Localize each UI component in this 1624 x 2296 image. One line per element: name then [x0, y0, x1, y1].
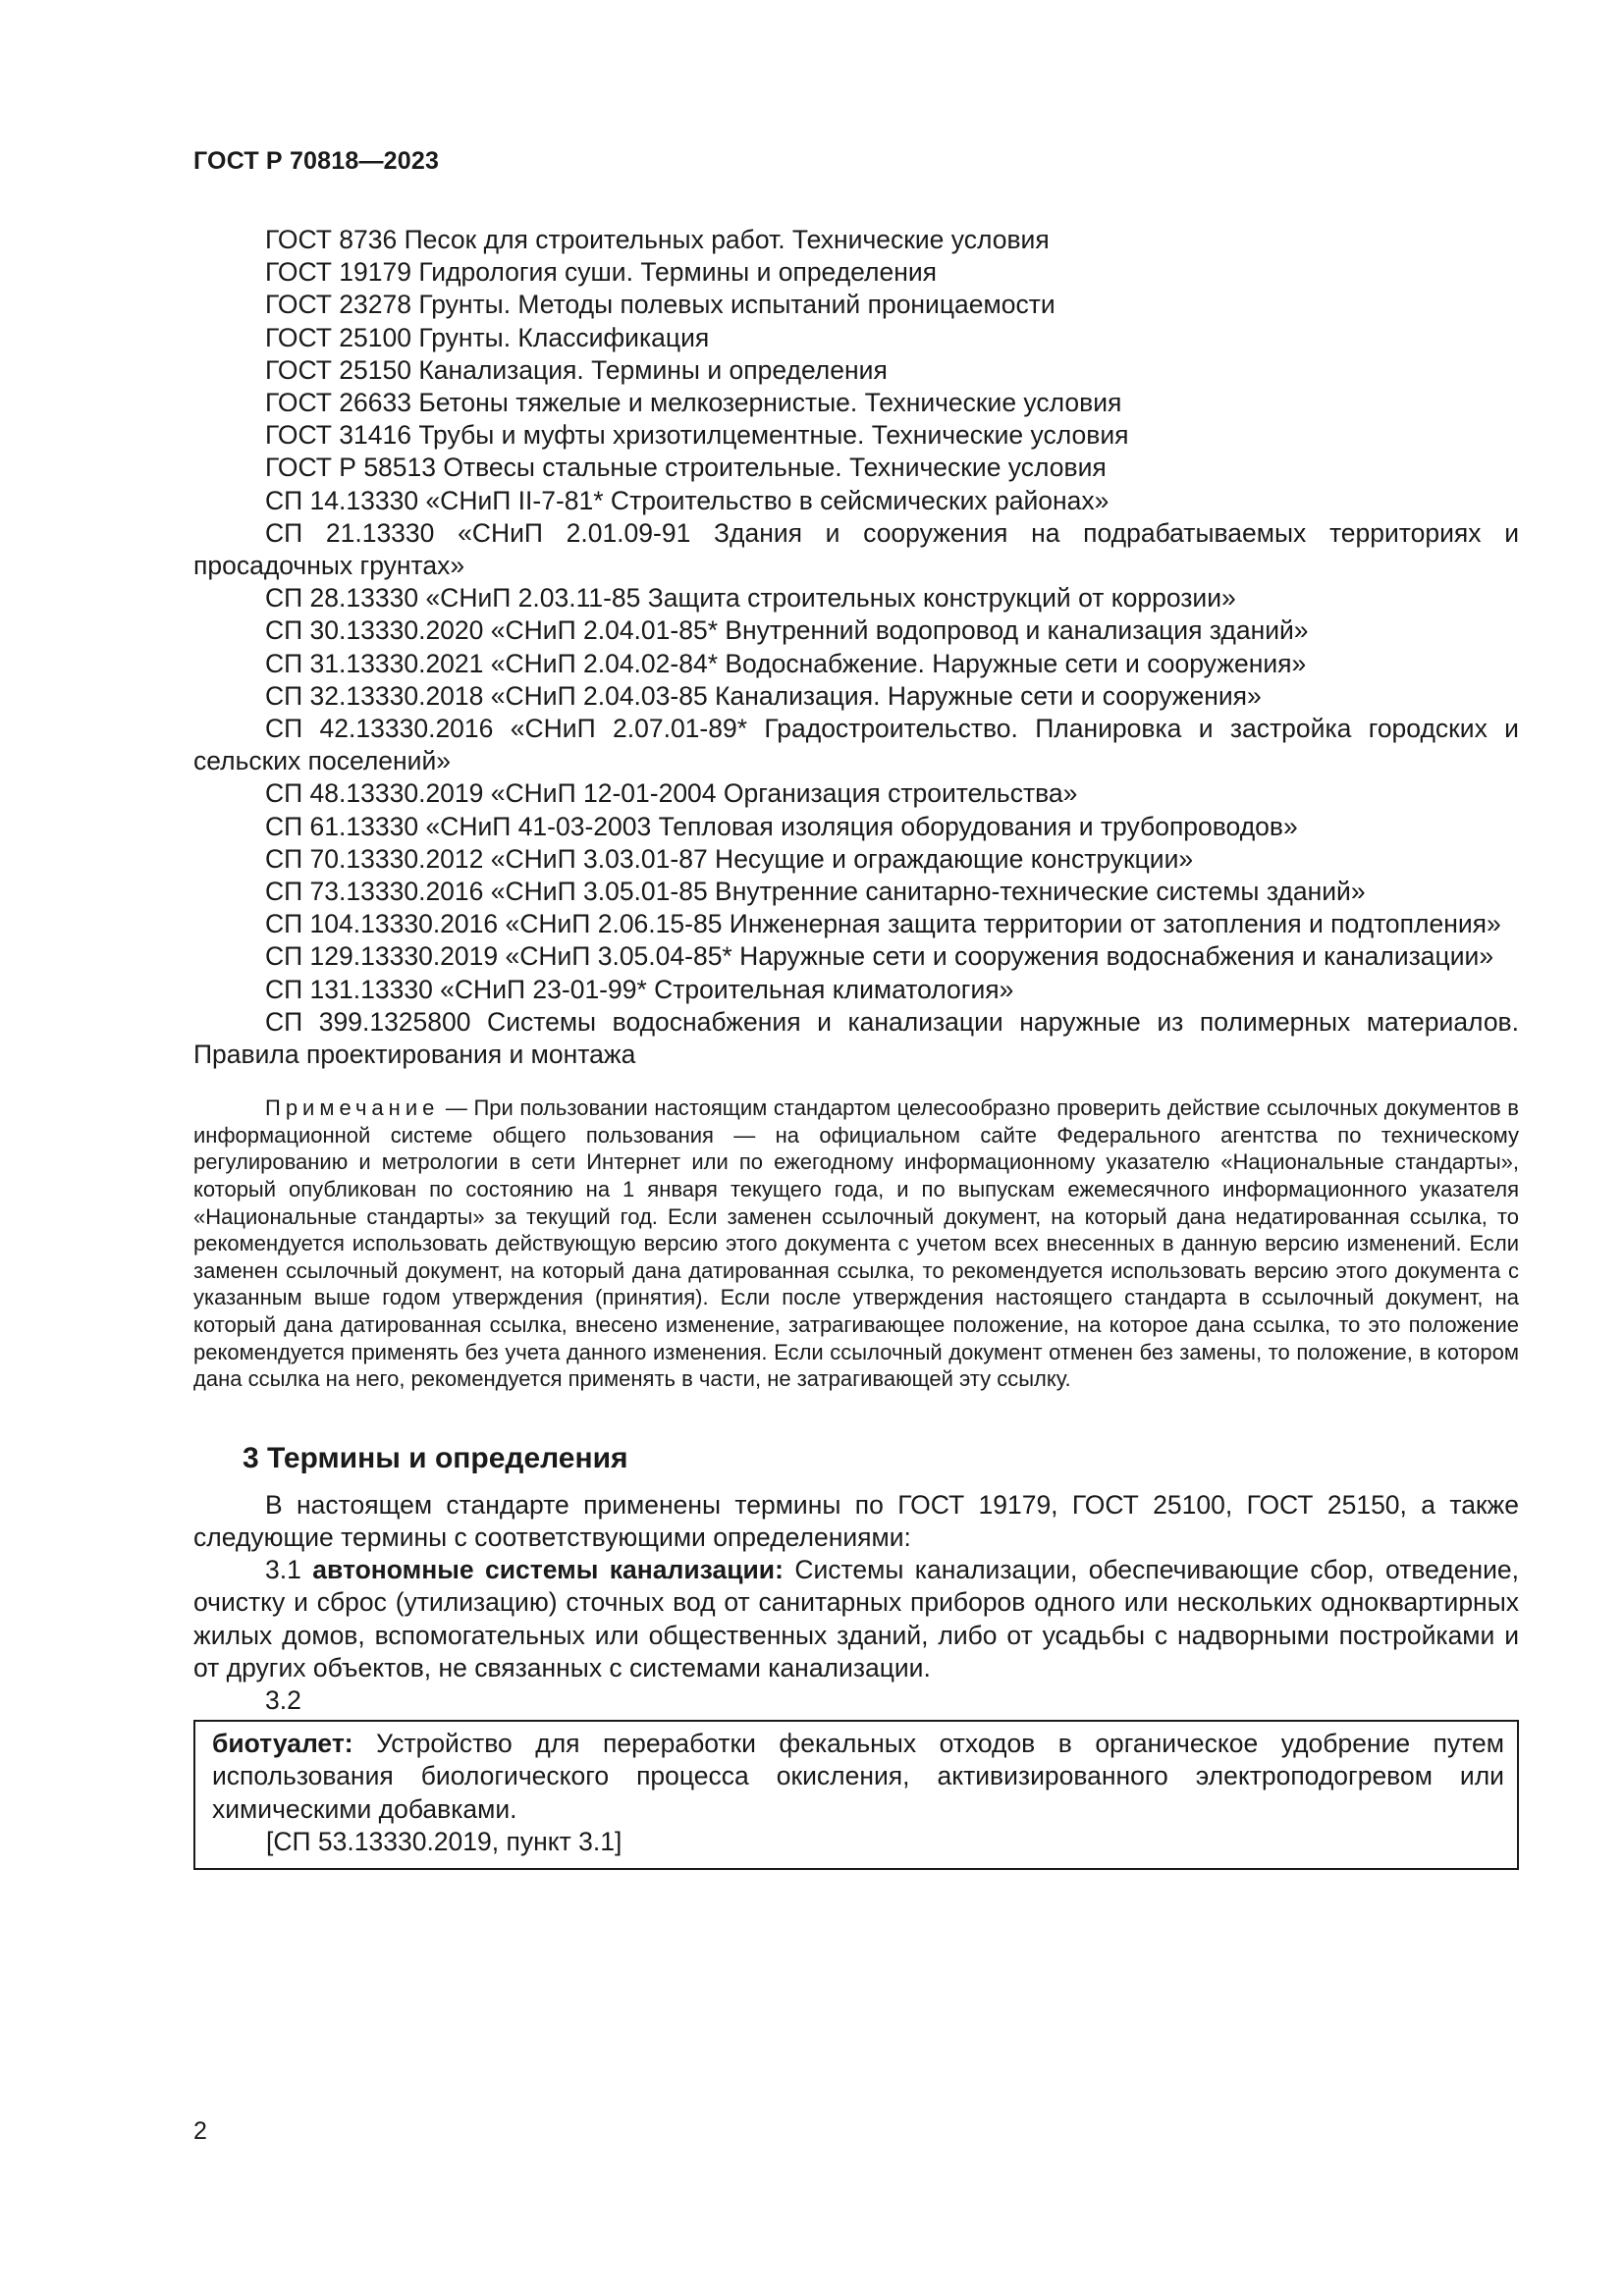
term-3-2-definition: Устройство для переработки фекальных отходов в органическое удобрение путем использования биологического процесса окисления, активизированного электроподогревом или химическими добавками. [212, 1729, 1504, 1824]
section-3-body [193, 1489, 1519, 1717]
term-3-1-number: 3.1 [265, 1555, 313, 1585]
section-3-title: 3 Термины и определения [243, 1441, 628, 1474]
reference-item: СП 28.13330 «СНиП 2.03.11-85 Защита строительных конструкций от коррозии» [265, 583, 1236, 614]
reference-item: СП 70.13330.2012 «СНиП 3.03.01-87 Несущие и ограждающие конструкции» [265, 843, 1194, 874]
reference-item: ГОСТ 25150 Канализация. Термины и определения [265, 354, 888, 385]
reference-item: СП 73.13330.2016 «СНиП 3.05.01-85 Внутренние санитарно-технические системы зданий» [265, 877, 1366, 907]
page-header-standard-id: ГОСТ Р 70818—2023 [193, 147, 440, 175]
note-text: — При пользовании настоящим стандартом целесообразно проверить действие ссылочных документов в информационной системе общего пользования — на официальном сайте Федерального агентства по техническому регулированию и метрологии в сети Интернет или по ежегодному информационному указателю «Национальные стандарты», который опубликован по состоянию на 1 января текущего года, и по выпускам ежемесячного информационного указателя «Национальные стандарты» за текущий год. Если заменен ссылочный документ, на который дана недатированная ссылка, то рекомендуется использовать действующую версию этого документа с учетом всех внесенных в данную версию изменений. Если заменен ссылочный документ, на который дана датированная ссылка, то рекомендуется использовать версию этого документа с указанным выше годом утверждения (принятия). Если после утверждения настоящего стандарта в ссылочный документ, на который дана датированная ссылка, внесено изменение, затрагивающее положение, на которое дана ссылка, то это положение рекомендуется применять без учета данного изменения. Если ссылочный документ отменен без замены, то положение, в котором дана ссылка на него, рекомендуется применять в части, не затрагивающей эту ссылку. [193, 1095, 1519, 1392]
reference-item: СП 30.13330.2020 «СНиП 2.04.01-85* Внутренний водопровод и канализация зданий» [265, 615, 1309, 646]
reference-item: ГОСТ Р 58513 Отвесы стальные строительные. Технические условия [265, 453, 1107, 483]
term-3-2-number: 3.2 [265, 1685, 301, 1716]
reference-item: ГОСТ 19179 Гидрология суши. Термины и определения [265, 257, 938, 288]
reference-item: СП 32.13330.2018 «СНиП 2.04.03-85 Канализация. Наружные сети и сооружения» [265, 680, 1262, 711]
term-3-1 [193, 1554, 1519, 1684]
reference-item: СП 131.13330 «СНиП 23-01-99* Строительная климатология» [265, 974, 1014, 1004]
reference-item: ГОСТ 26633 Бетоны тяжелые и мелкозернистые. Технические условия [265, 388, 1122, 418]
reference-item: СП 42.13330.2016 «СНиП 2.07.01-89* Градостроительство. Планировка и застройка городских и сельских поселений» [193, 714, 1519, 776]
term-3-2-box [193, 1720, 1519, 1870]
term-3-1-definition: Системы канализации, обеспечивающие сбор, отведение, очистку и сброс (утилизацию) сточных вод от санитарных приборов одного или нескольких одноквартирных жилых домов, вспомогательных или общественных зданий, либо от усадьбы с надворными постройками и от других объектов, не связанных с системами канализации. [193, 1555, 1520, 1682]
term-3-2-source: [СП 53.13330.2019, пункт 3.1] [266, 1826, 623, 1856]
term-3-2-definition-paragraph [212, 1728, 1504, 1826]
reference-item: ГОСТ 25100 Грунты. Классификация [265, 322, 710, 352]
page-number: 2 [193, 2117, 207, 2145]
reference-item: ГОСТ 23278 Грунты. Методы полевых испытаний проницаемости [265, 290, 1056, 320]
reference-item: СП 21.13330 «СНиП 2.01.09-91 Здания и сооружения на подрабатываемых территориях и просадочных грунтах» [193, 517, 1519, 581]
reference-item: СП 104.13330.2016 «СНиП 2.06.15-85 Инженерная защита территории от затопления и подтопления» [265, 909, 1501, 939]
term-3-1-term: автономные системы канализации: [312, 1555, 784, 1585]
note-label: Примечание [265, 1095, 440, 1121]
reference-item: СП 61.13330 «СНиП 41-03-2003 Тепловая изоляция оборудования и трубопроводов» [265, 811, 1298, 841]
reference-item: СП 31.13330.2021 «СНиП 2.04.02-84* Водоснабжение. Наружные сети и сооружения» [265, 648, 1307, 678]
section-3-intro: В настоящем стандарте применены термины по ГОСТ 19179, ГОСТ 25100, ГОСТ 25150, а также следующие термины с соответствующими определениями: [193, 1489, 1519, 1553]
reference-item: ГОСТ 8736 Песок для строительных работ. Технические условия [265, 225, 1050, 254]
reference-item: СП 129.13330.2019 «СНиП 3.05.04-85* Наружные сети и сооружения водоснабжения и канализации» [265, 941, 1494, 972]
page-content [193, 224, 1519, 1870]
references-note [193, 1095, 1519, 1393]
reference-item: СП 14.13330 «СНиП II-7-81* Строительство в сейсмических районах» [265, 485, 1110, 515]
normative-references-list [193, 224, 1519, 1071]
reference-item: СП 48.13330.2019 «СНиП 12-01-2004 Организация строительства» [265, 778, 1078, 809]
term-3-2-term: биотуалет: [212, 1729, 353, 1759]
reference-item: ГОСТ 31416 Трубы и муфты хризотилцементные. Технические условия [265, 420, 1129, 451]
reference-item: СП 399.1325800 Системы водоснабжения и канализации наружные из полимерных материалов. Правила проектирования и монтажа [193, 1006, 1519, 1070]
